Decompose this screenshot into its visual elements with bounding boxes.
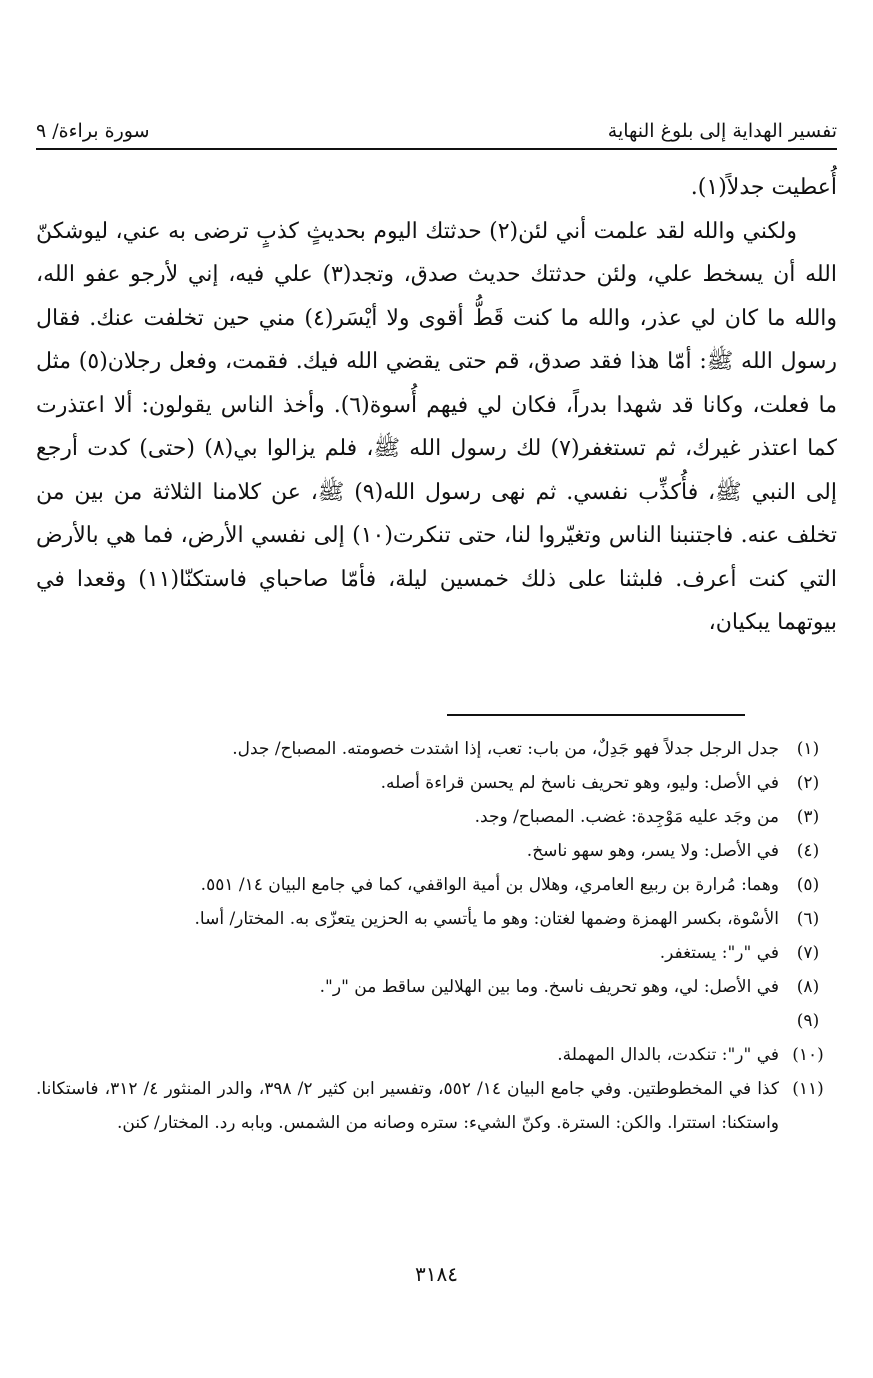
footnote [36, 732, 837, 766]
footnote [36, 1072, 837, 1140]
footnote-number: (١١) [792, 1079, 824, 1099]
book-title: تفسير الهداية إلى بلوغ النهاية [607, 120, 837, 142]
footnote-number: (٦) [796, 909, 820, 929]
footnote [36, 970, 837, 1004]
footnote-number: (٩) [796, 1011, 820, 1031]
footnote [36, 766, 837, 800]
footnote [36, 800, 837, 834]
page-number: ٣١٨٤ [415, 1262, 458, 1286]
footnote-number: (١٠) [792, 1045, 824, 1065]
footnote-number: (٧) [796, 943, 820, 963]
main-text [36, 166, 837, 645]
footnote [36, 1038, 837, 1072]
footnote-text: في الأصل: وليو، وهو تحريف ناسخ لم يحسن قراءة أصله. [380, 773, 779, 793]
footnote-text: من وجَد عليه مَوْجِدة: غضب. المصباح/ وجد. [474, 807, 779, 827]
surah-label: سورة براءة/ ٩ [36, 120, 150, 142]
paragraph: ولكني والله لقد علمت أني لئن(٢) حدثتك اليوم بحديثٍ كذبٍ ترضى به عني، ليوشكنّ الله أن يسخط علي، ولئن حدثتك حديث صدق، وتجد(٣) علي فيه، إني لأرجو عفو الله، والله ما كان لي عذر، والله ما كنت قَطُّ أقوى ولا أيْسَر(٤) مني حين تخلفت عنك. فقال رسول الله ﷺ: أمّا هذا فقد صدق، قم حتى يقضي الله فيك. فقمت، وفعل رجلان(٥) مثل ما فعلت، وكانا قد شهدا بدراً، فكان لي فيهم أُسوة(٦). وأخذ الناس يقولون: ألا اعتذرت كما اعتذر غيرك، ثم تستغفر(٧) لك رسول الله ﷺ، فلم يزالوا بي(٨) (حتى) كدت أرجع إلى النبي ﷺ، فأُكذِّب نفسي. ثم نهى رسول الله(٩) ﷺ، عن كلامنا الثلاثة من بين من تخلف عنه. فاجتنبنا الناس وتغيّروا لنا، حتى تنكرت(١٠) إلى نفسي الأرض، فما هي بالأرض التي كنت أعرف. فلبثنا على ذلك خمسين ليلة، فأمّا صاحباي فاستكنّا(١١) وقعدا في بيوتهما يبكيان، [36, 218, 838, 635]
footnote [36, 868, 837, 902]
footnote-text: في الأصل: ولا يسر، وهو سهو ناسخ. [526, 841, 779, 861]
footnote-text: وهما: مُرارة بن ربيع العامري، وهلال بن أمية الواقفي، كما في جامع البيان ١٤/ ٥٥١. [200, 875, 779, 895]
footnote-number: (٥) [796, 875, 820, 895]
footnote-text: جدل الرجل جدلاً فهو جَدِلٌ، من باب: تعب، إذا اشتدت خصومته. المصباح/ جدل. [232, 739, 779, 759]
footnote-text: في "ر": يستغفر. [659, 943, 779, 963]
footnote-text: في الأصل: لي، وهو تحريف ناسخ. وما بين الهلالين ساقط من "ر". [319, 977, 779, 997]
footnote-text: الأسْوة، بكسر الهمزة وضمها لغتان: وهو ما يأتسي به الحزين يتعزّى به. المختار/ أسا. [194, 909, 779, 929]
footnote-number: (١) [796, 739, 820, 759]
footnote-text: كذا في المخطوطتين. وفي جامع البيان ١٤/ ٥٥٢، وتفسير ابن كثير ٢/ ٣٩٨، والدر المنثور ٤/ ٣١٢، فاستكانا. واستكنا: استترا. والكن: السترة. وكنّ الشيء: ستره وصانه من الشمس. وبابه رد. المختار/ كنن. [36, 1079, 779, 1133]
footnotes [36, 732, 837, 1140]
paragraph: أُعطيت جدلاً(١). [690, 175, 837, 200]
footnote [36, 1004, 837, 1038]
footnote-number: (٤) [796, 841, 820, 861]
footnote-divider [447, 714, 745, 716]
running-header [36, 108, 837, 150]
footnote [36, 834, 837, 868]
footnote [36, 902, 837, 936]
footnote-number: (٢) [796, 773, 820, 793]
footnote-text: في "ر": تنكدت، بالدال المهملة. [557, 1045, 779, 1065]
footnote-number: (٣) [796, 807, 820, 827]
footnote-number: (٨) [796, 977, 820, 997]
footnote [36, 936, 837, 970]
